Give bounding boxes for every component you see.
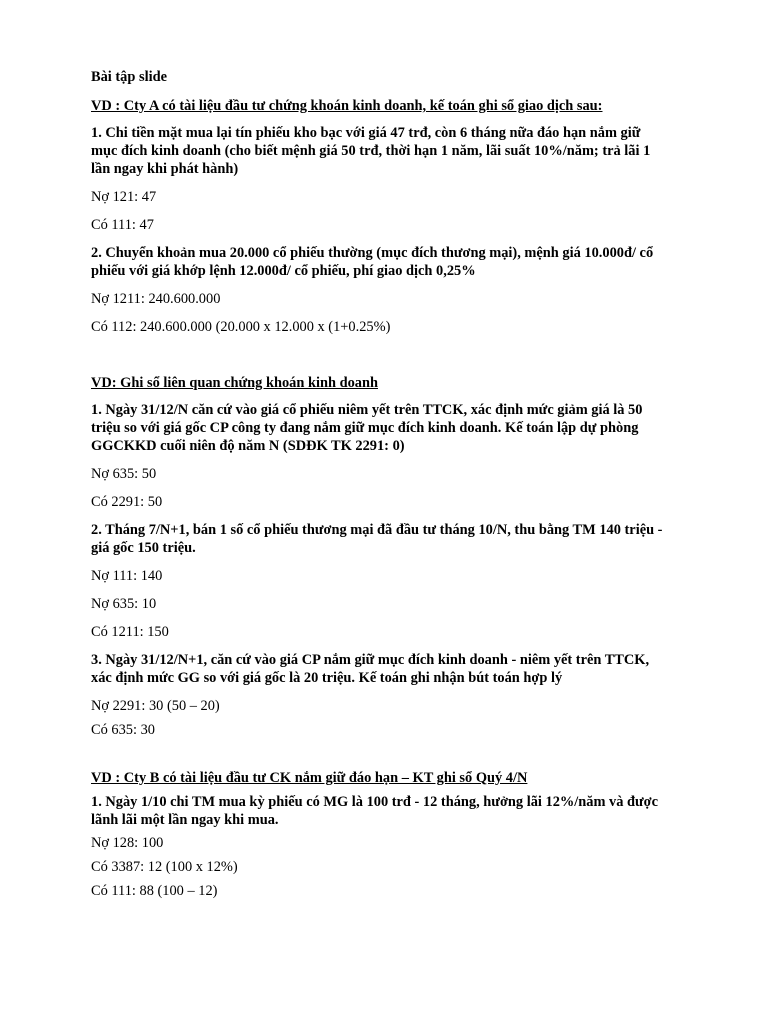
- s2-item3-line2: xác định mức GG so với giá gốc là 20 triệu. Kế toán ghi nhận bút toán hợp lý: [91, 670, 563, 686]
- s2-entry-debit-3: Nợ 2291: 30 (50 – 20): [91, 698, 220, 714]
- s2-entry-credit-3: Có 635: 30: [91, 722, 155, 738]
- s2-entry-credit-2: Có 1211: 150: [91, 624, 169, 640]
- s1-entry-credit-2: Có 112: 240.600.000 (20.000 x 12.000 x (1+0.25%): [91, 319, 391, 335]
- s2-item2-line1: 2. Tháng 7/N+1, bán 1 số cổ phiếu thương mại đã đầu tư tháng 10/N, thu bằng TM 140 triệu -: [91, 522, 663, 538]
- s3-item1-line2: lãnh lãi một lần ngay khi mua.: [91, 812, 279, 828]
- s1-item1-line1: 1. Chi tiền mặt mua lại tín phiếu kho bạc với giá 47 trđ, còn 6 tháng nữa đáo hạn nắm giữ: [91, 125, 641, 141]
- document-title: Bài tập slide: [91, 69, 167, 85]
- s3-item1-line1: 1. Ngày 1/10 chi TM mua kỳ phiếu có MG là 100 trđ - 12 tháng, hưởng lãi 12%/năm và được: [91, 794, 659, 810]
- s2-item3-line1: 3. Ngày 31/12/N+1, căn cứ vào giá CP nắm giữ mục đích kinh doanh - niêm yết trên TTCK,: [91, 652, 650, 668]
- section-1-heading: VD : Cty A có tài liệu đầu tư chứng khoán kinh doanh, kế toán ghi sổ giao dịch sau:: [91, 98, 603, 114]
- s1-item1-line2: mục đích kinh doanh (cho biết mệnh giá 50 trđ, thời hạn 1 năm, lãi suất 10%/năm; trả lãi 1: [91, 143, 651, 159]
- s2-entry-debit-2a: Nợ 111: 140: [91, 568, 163, 584]
- s2-item1-line3: GGCKKD cuối niên độ năm N (SDĐK TK 2291: 0): [91, 438, 405, 454]
- s1-entry-credit-1: Có 111: 47: [91, 217, 154, 233]
- s3-entry-credit-1a: Có 3387: 12 (100 x 12%): [91, 859, 238, 875]
- s3-entry-debit-1: Nợ 128: 100: [91, 835, 164, 851]
- section-3-heading: VD : Cty B có tài liệu đầu tư CK nắm giữ đáo hạn – KT ghi sổ Quý 4/N: [91, 770, 528, 786]
- s2-item2-line2: giá gốc 150 triệu.: [91, 540, 196, 556]
- s1-item2-line1: 2. Chuyển khoản mua 20.000 cổ phiếu thường (mục đích thương mại), mệnh giá 10.000đ/ cổ: [91, 245, 654, 261]
- s2-item1-line2: triệu so với giá gốc CP công ty đang nắm giữ mục đích kinh doanh. Kế toán lập dự phòng: [91, 420, 639, 436]
- s2-entry-credit-1: Có 2291: 50: [91, 494, 163, 510]
- s2-item1-line1: 1. Ngày 31/12/N căn cứ vào giá cổ phiếu niêm yết trên TTCK, xác định mức giảm giá là 50: [91, 402, 643, 418]
- s1-item2-line2: phiếu với giá khớp lệnh 12.000đ/ cổ phiếu, phí giao dịch 0,25%: [91, 263, 476, 279]
- section-2-heading: VD: Ghi sổ liên quan chứng khoán kinh doanh: [91, 375, 378, 391]
- s2-entry-debit-2b: Nợ 635: 10: [91, 596, 157, 612]
- s1-entry-debit-1: Nợ 121: 47: [91, 189, 157, 205]
- s2-entry-debit-1: Nợ 635: 50: [91, 466, 157, 482]
- s1-entry-debit-2: Nợ 1211: 240.600.000: [91, 291, 221, 307]
- s3-entry-credit-1b: Có 111: 88 (100 – 12): [91, 883, 218, 899]
- s1-item1-line3: lần ngay khi phát hành): [91, 161, 239, 177]
